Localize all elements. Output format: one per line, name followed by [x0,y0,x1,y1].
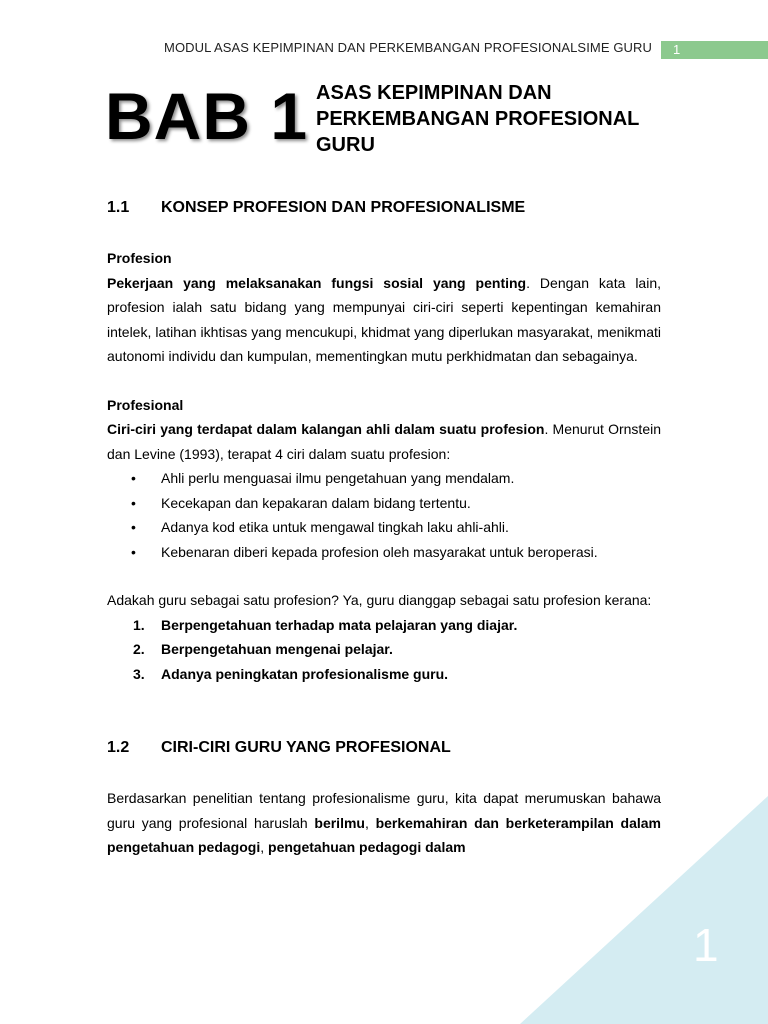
document-body [107,196,661,860]
list-item: • Adanya kod etika untuk mengawal tingkah laku ahli-ahli. [107,515,661,540]
section-title: CIRI-CIRI GURU YANG PROFESIONAL [161,739,451,756]
section-title: KONSEP PROFESION DAN PROFESIONALISME [161,199,526,216]
paragraph-question: Adakah guru sebagai satu profesion? Ya, guru dianggap sebagai satu profesion kerana: [107,592,652,608]
section-number: 1.2 [107,739,130,756]
paragraph-ciri-guru: Berdasarkan penelitian tentang profesionalisme guru, kita dapat merumuskan bahawa guru yang profesional haruslah berilmu, berkemahiran dan berketerampilan dalam pengetahuan pedagogi, pengetahuan pedagogi dalam [107,790,661,855]
subheading-profesional: Profesional [107,396,184,413]
numbered-list [107,613,661,687]
corner-page-number: 1 [693,919,719,971]
paragraph-profesion [107,271,661,369]
page-number-tab: 1 [661,41,768,59]
bold-lead: Ciri-ciri yang terdapat dalam kalangan ahli dalam suatu profesion [107,421,545,437]
paragraph-text: . Dengan kata lain, profesion ialah satu bidang yang mempunyai ciri-ciri seperti kepentingan kemahiran intelek, latihan ikhtisas yang mencukupi, khidmat yang diperlukan masyarakat, menikmati autonomi individu dan kumpulan, mementingkan mutu perkhidmatan dan sebagainya. [107,274,661,364]
corner-triangle-decoration [520,796,768,1024]
running-header: MODUL ASAS KEPIMPINAN DAN PERKEMBANGAN PROFESIONALSIME GURU [164,40,652,55]
chapter-label: BAB 1 [105,79,309,153]
subheading-profesion: Profesion [107,250,172,266]
list-item: 2. Berpengetahuan mengenai pelajar. [133,641,393,657]
list-item: • Ahli perlu menguasai ilmu pengetahuan yang mendalam. [107,466,661,491]
bullet-icon: • [131,494,136,511]
bullet-icon: • [131,543,136,560]
bullet-list [107,466,661,564]
bold-lead: Pekerjaan yang melaksanakan fungsi sosial yang penting [107,274,527,291]
section-number: 1.1 [107,199,130,216]
chapter-title [316,80,736,158]
list-item: • Kecekapan dan kepakaran dalam bidang tertentu. [107,491,661,516]
chapter-title-line: GURU [316,134,375,156]
paragraph-profesional [107,417,661,466]
chapter-title-line: PERKEMBANGAN PROFESIONAL [316,108,640,130]
section-heading-1-2 [107,736,661,760]
list-item: • Kebenaran diberi kepada profesion oleh masyarakat untuk beroperasi. [107,540,661,565]
bullet-icon: • [131,519,136,535]
paragraph-text: . Menurut Ornstein dan Levine (1993), terapat 4 ciri dalam suatu profesion: [107,421,662,462]
list-item: 3. Adanya peningkatan profesionalisme guru. [133,665,449,682]
bullet-icon: • [131,470,136,486]
chapter-title-line: ASAS KEPIMPINAN DAN [316,82,552,104]
section-heading-1-1 [107,196,661,220]
list-item: 1. Berpengetahuan terhadap mata pelajaran yang diajar. [133,616,518,633]
